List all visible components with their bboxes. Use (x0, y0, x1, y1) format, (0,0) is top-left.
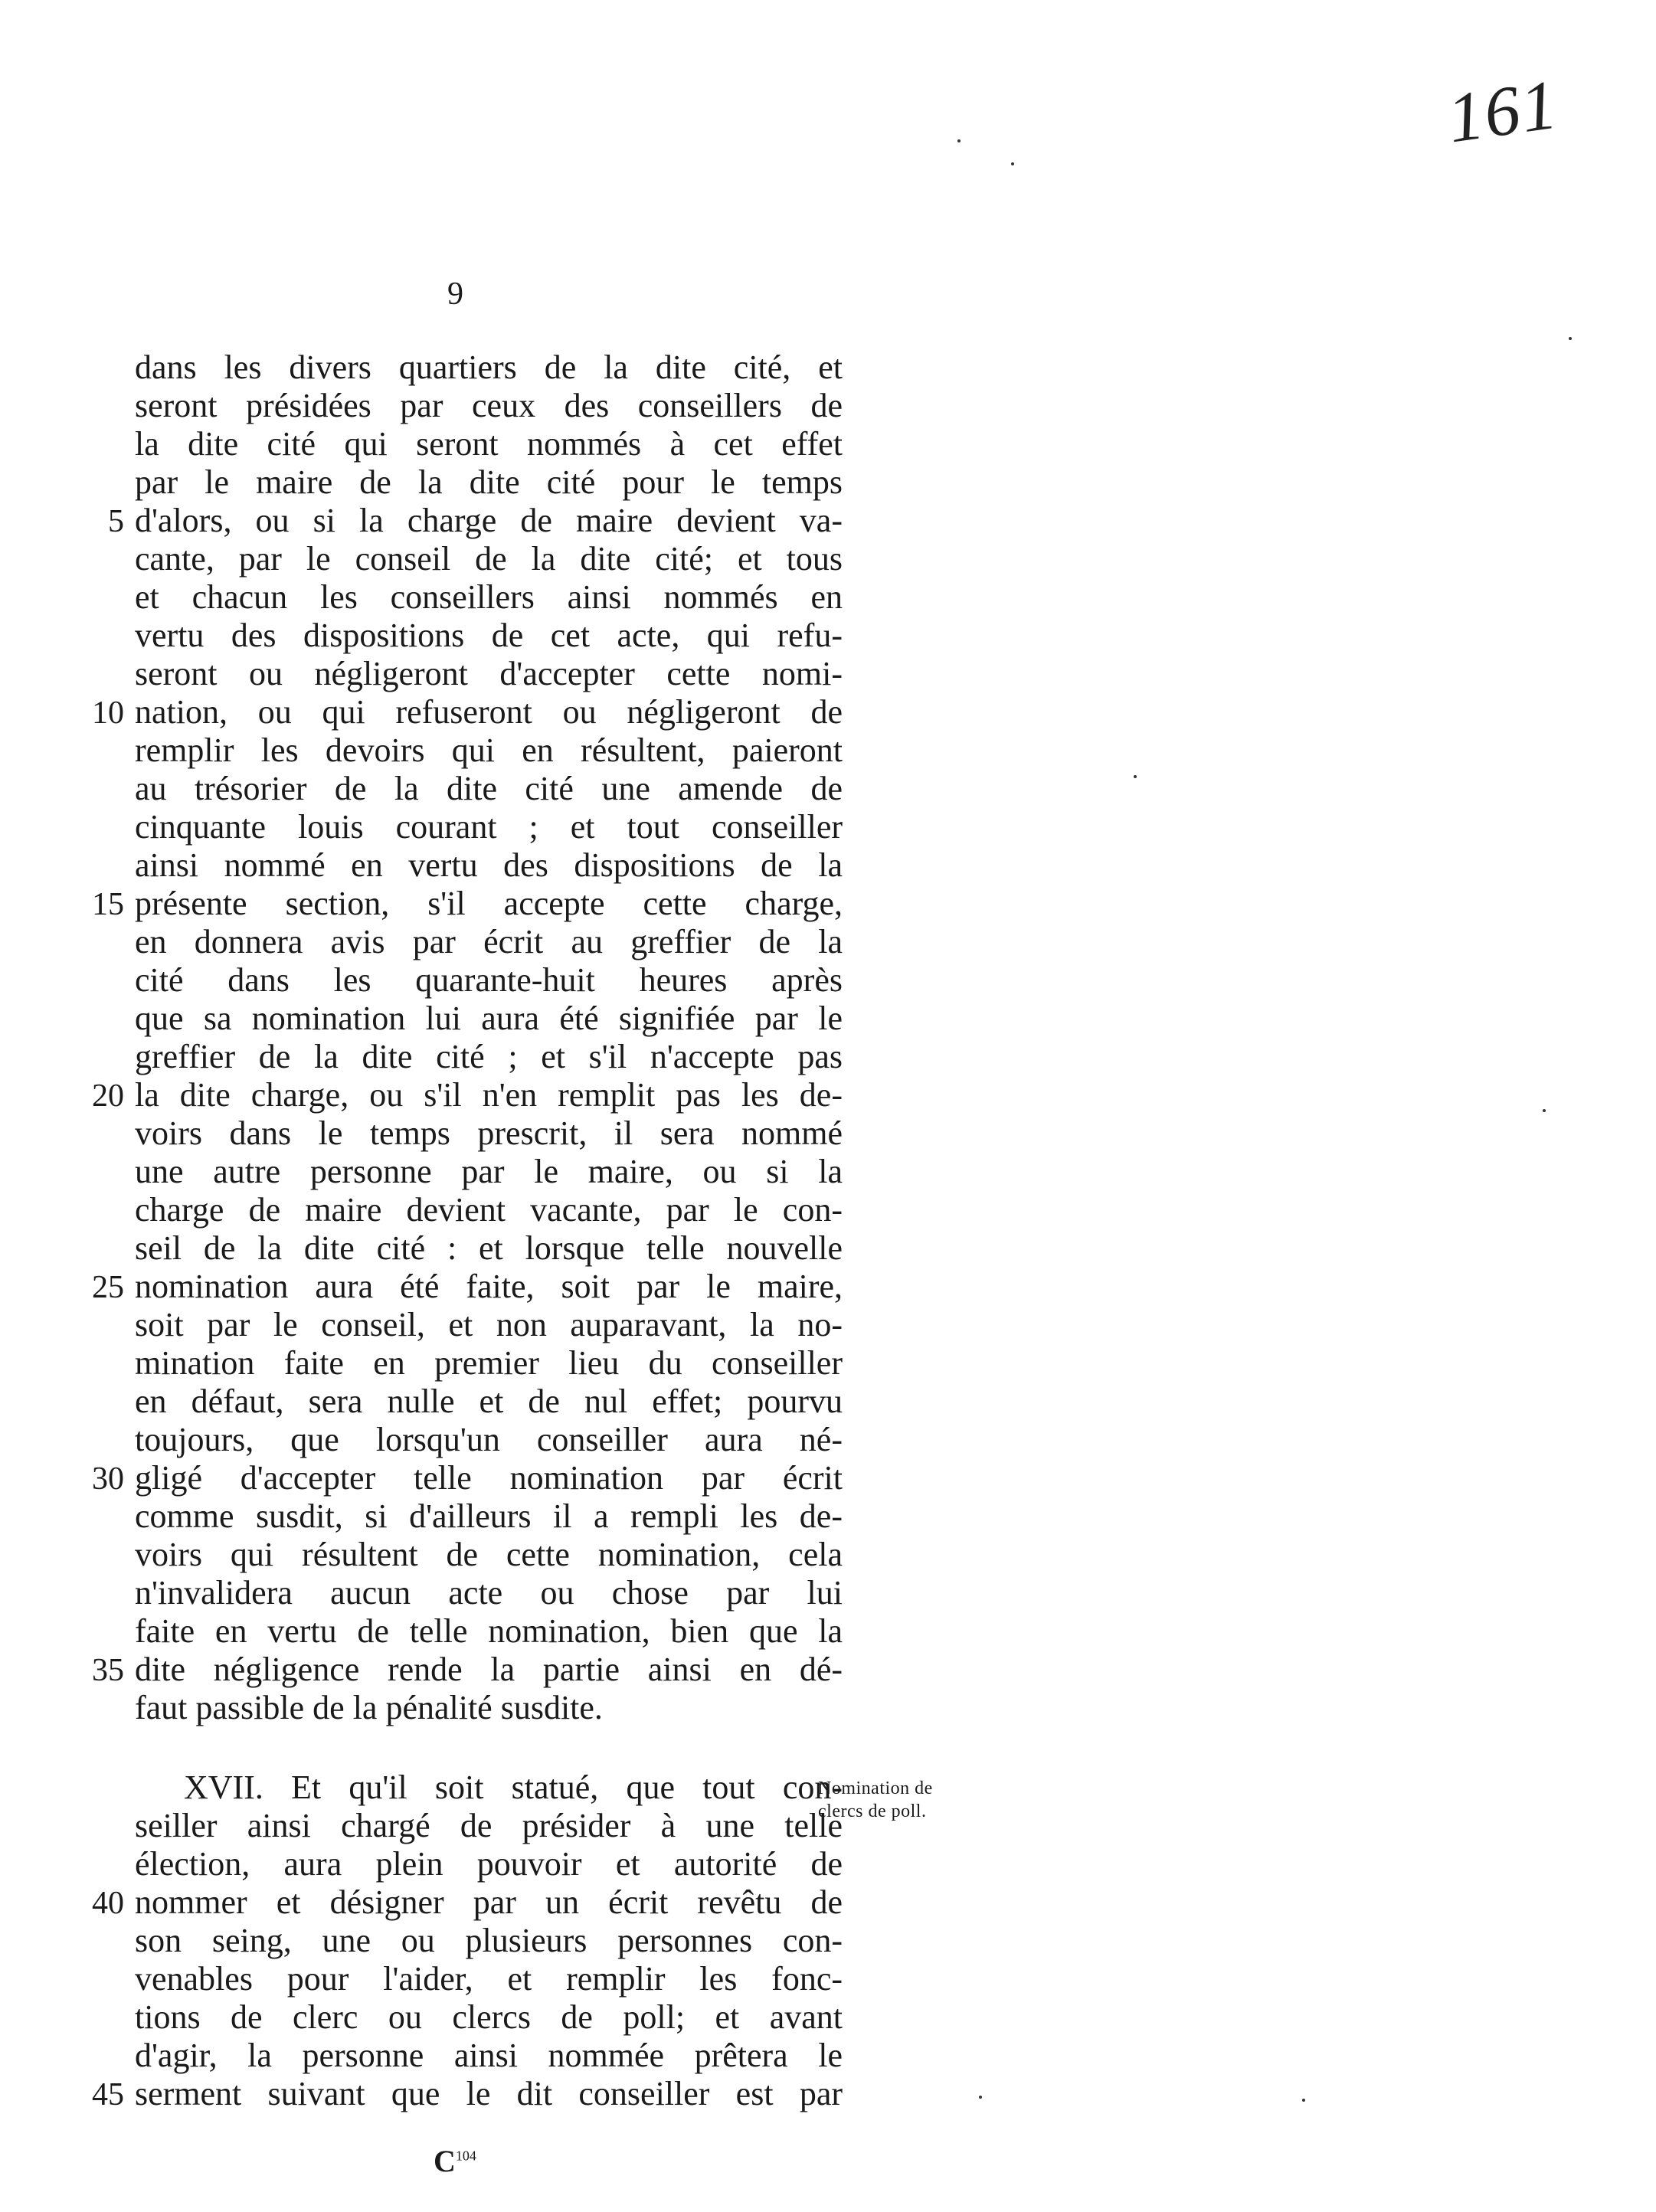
text-line (77, 1960, 843, 1998)
line-text: au trésorier de la dite cité une amende de (135, 770, 843, 807)
line-number: 30 (92, 1461, 124, 1497)
text-line (77, 463, 843, 502)
line-text: la dite cité qui seront nommés à cet effet (135, 425, 843, 463)
section-gap (77, 1727, 843, 1769)
line-text: greffier de la dite cité ; et s'il n'accepte pas (135, 1038, 843, 1075)
line-text: présente section, s'il accepte cette charge, (135, 885, 843, 922)
text-line (77, 1497, 843, 1536)
line-text: gligé d'accepter telle nomination par écrit (135, 1459, 843, 1497)
line-number: 25 (92, 1270, 124, 1305)
text-line (77, 1922, 843, 1960)
line-text: toujours, que lorsqu'un conseiller aura né- (135, 1421, 843, 1458)
line-text: faut passible de la pénalité susdite. (135, 1689, 603, 1726)
text-line (77, 1344, 843, 1382)
text-line (77, 1421, 843, 1459)
line-text: son seing, une ou plusieurs personnes con- (135, 1922, 843, 1959)
text-line (77, 2037, 843, 2075)
text-line (77, 731, 843, 770)
line-text: XVII. Et qu'il soit statué, que tout con- (184, 1769, 843, 1806)
scan-speck (957, 139, 961, 142)
line-text: nation, ou qui refuseront ou négligeront de (135, 693, 843, 731)
line-text: cité dans les quarante-huit heures après (135, 961, 843, 999)
text-line (77, 1998, 843, 2037)
text-line (77, 2075, 843, 2113)
line-text: tions de clerc ou clercs de poll; et avant (135, 1998, 843, 2036)
line-text: n'invalidera aucun acte ou chose par lui (135, 1574, 843, 1612)
text-line (77, 961, 843, 1000)
text-line (77, 1807, 843, 1845)
line-text: remplir les devoirs qui en résultent, paieront (135, 731, 843, 769)
scan-speck (1302, 2099, 1305, 2102)
line-text: et chacun les conseillers ainsi nommés en (135, 578, 843, 616)
line-text: voirs qui résultent de cette nomination, cela (135, 1536, 843, 1573)
line-text: nommer et désigner par un écrit revêtu de (135, 1883, 843, 1921)
line-text: d'alors, ou si la charge de maire devient va- (135, 502, 843, 539)
signature-mark (434, 2143, 476, 2179)
line-text: venables pour l'aider, et remplir les fonc- (135, 1960, 843, 1998)
text-line (77, 1191, 843, 1229)
text-line (77, 1883, 843, 1922)
text-line (77, 1114, 843, 1153)
text-line (77, 1153, 843, 1191)
line-text: mination faite en premier lieu du conseiller (135, 1344, 843, 1382)
text-line (77, 1076, 843, 1114)
text-line (77, 1536, 843, 1574)
text-line (77, 1000, 843, 1038)
line-text: serment suivant que le dit conseiller est par (135, 2075, 843, 2112)
line-text: seront présidées par ceux des conseillers de (135, 387, 843, 424)
text-line (77, 387, 843, 425)
line-text: par le maire de la dite cité pour le temps (135, 463, 843, 501)
scan-speck (979, 2096, 982, 2099)
line-text: ainsi nommé en vertu des dispositions de la (135, 846, 843, 884)
line-text: que sa nomination lui aura été signifiée par le (135, 1000, 843, 1037)
line-text: la dite charge, ou s'il n'en remplit pas les de- (135, 1076, 843, 1114)
text-line (77, 1268, 843, 1306)
text-line (77, 502, 843, 540)
line-number: 15 (92, 887, 124, 922)
line-text: seront ou négligeront d'accepter cette nomi- (135, 655, 843, 692)
text-line (77, 1459, 843, 1497)
text-line (77, 770, 843, 808)
text-line (77, 655, 843, 693)
signature-letter: C (434, 2144, 456, 2178)
body-text (77, 348, 843, 2113)
line-number: 45 (92, 2077, 124, 2112)
signature-number: 104 (455, 2148, 476, 2164)
line-text: cinquante louis courant ; et tout conseiller (135, 808, 843, 846)
text-line (77, 1038, 843, 1076)
line-text: dans les divers quartiers de la dite cité, et (135, 348, 843, 386)
line-text: d'agir, la personne ainsi nommée prêtera le (135, 2037, 843, 2074)
text-line (77, 846, 843, 885)
text-line (77, 1651, 843, 1689)
line-text: charge de maire devient vacante, par le con- (135, 1191, 843, 1229)
text-line (77, 1229, 843, 1268)
text-line (77, 540, 843, 578)
line-number: 5 (108, 504, 124, 539)
line-text: en donnera avis par écrit au greffier de la (135, 923, 843, 960)
line-text: seil de la dite cité : et lorsque telle nouvelle (135, 1229, 843, 1267)
line-number: 40 (92, 1886, 124, 1921)
page-number: 9 (447, 276, 463, 312)
line-text: nomination aura été faite, soit par le maire, (135, 1268, 843, 1305)
text-line (77, 1306, 843, 1344)
text-line (77, 1769, 843, 1807)
text-line (77, 617, 843, 655)
line-text: faite en vertu de telle nomination, bien que la (135, 1612, 843, 1650)
line-text: une autre personne par le maire, ou si la (135, 1153, 843, 1190)
text-line (77, 1382, 843, 1421)
margin-note: Nomination de clercs de poll. (818, 1778, 933, 1821)
line-number: 10 (92, 695, 124, 731)
folio-number: 161 (1442, 64, 1563, 158)
scan-speck (1011, 162, 1014, 165)
line-text: soit par le conseil, et non auparavant, la no- (135, 1306, 843, 1343)
text-line (77, 1574, 843, 1612)
line-text: voirs dans le temps prescrit, il sera nommé (135, 1114, 843, 1152)
text-line (77, 1689, 843, 1727)
line-text: cante, par le conseil de la dite cité; et tous (135, 540, 843, 578)
text-line (77, 808, 843, 846)
line-number: 35 (92, 1653, 124, 1688)
scan-speck (1543, 1109, 1546, 1112)
line-number: 20 (92, 1078, 124, 1114)
text-line (77, 348, 843, 387)
line-text: dite négligence rende la partie ainsi en dé- (135, 1651, 843, 1688)
line-text: seiller ainsi chargé de présider à une telle (135, 1807, 843, 1844)
text-line (77, 1612, 843, 1651)
scan-speck (1569, 337, 1572, 340)
text-line (77, 1845, 843, 1883)
text-line (77, 578, 843, 617)
line-text: comme susdit, si d'ailleurs il a rempli les de- (135, 1497, 843, 1535)
text-line (77, 885, 843, 923)
scan-speck (1134, 775, 1137, 778)
line-text: en défaut, sera nulle et de nul effet; pourvu (135, 1382, 843, 1420)
text-line (77, 425, 843, 463)
text-line (77, 693, 843, 731)
line-text: élection, aura plein pouvoir et autorité de (135, 1845, 843, 1883)
text-line (77, 923, 843, 961)
line-text: vertu des dispositions de cet acte, qui refu- (135, 617, 843, 654)
